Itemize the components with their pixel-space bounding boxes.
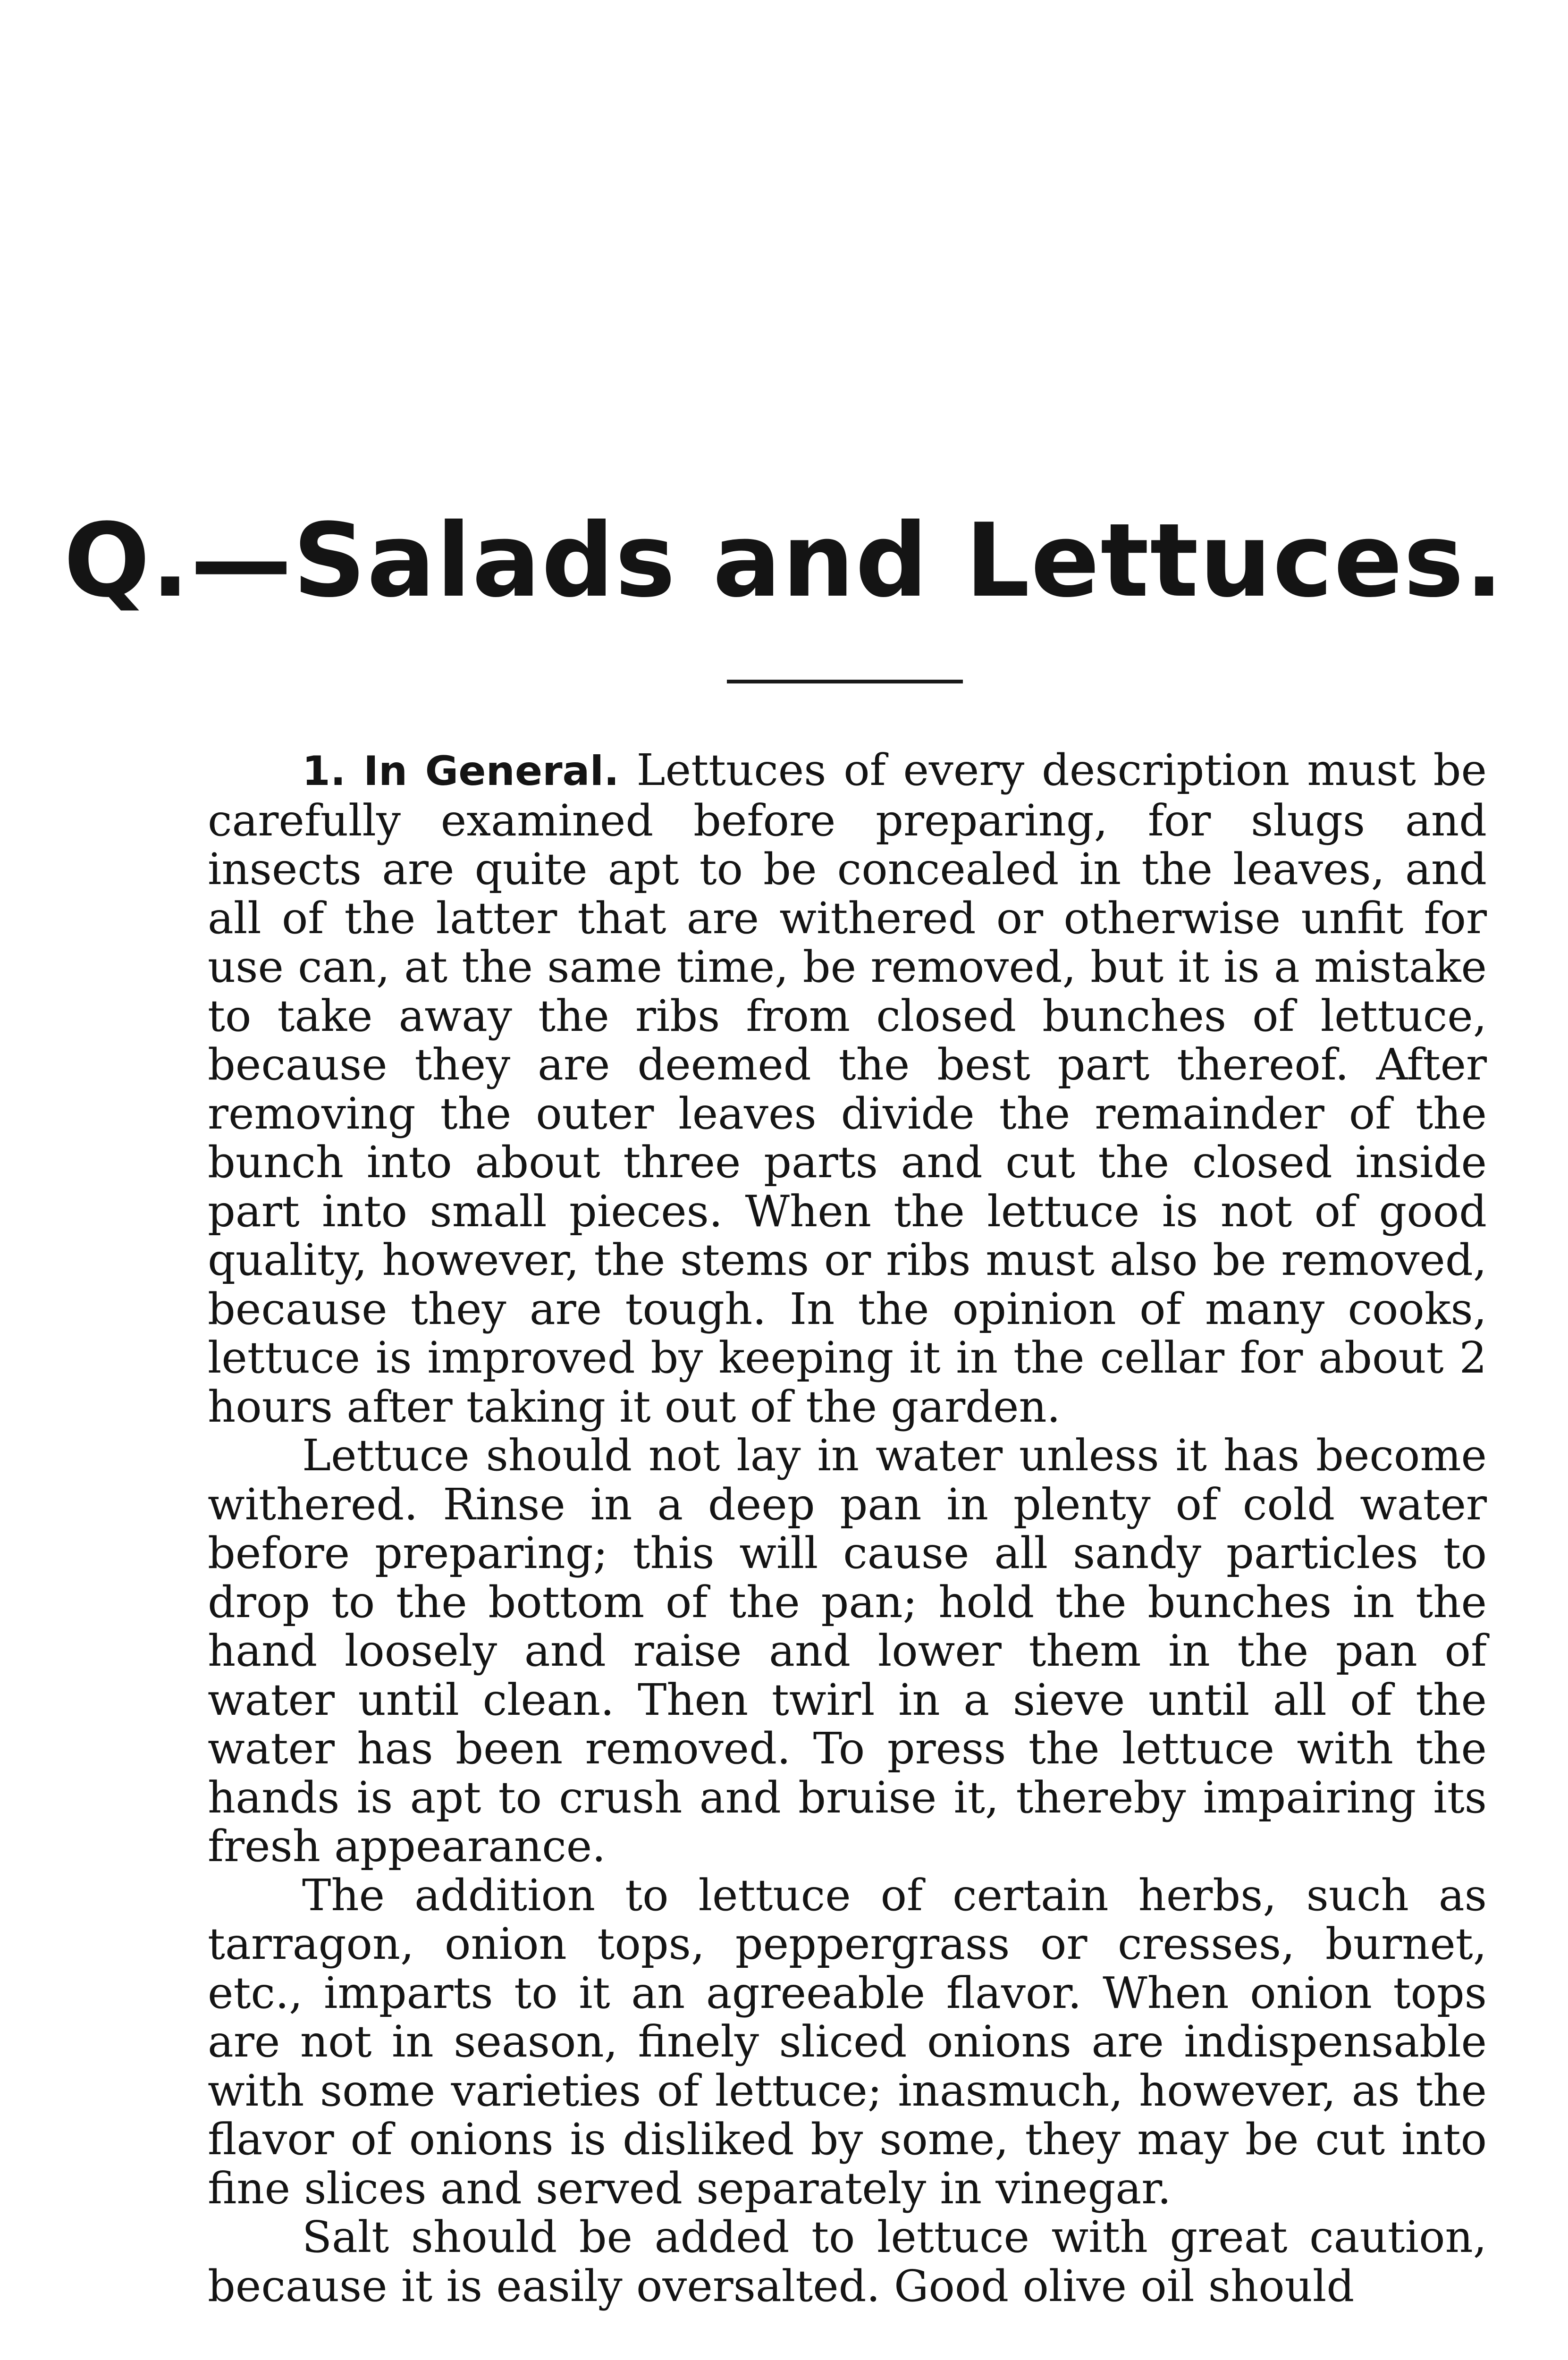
paragraph: The addition to lettuce of certain herbs, such as tarragon, onion tops, peppergrass or cresses, burnet, etc., imparts to it an agreeable flavor. When onion tops are not in season, finely sliced onions are indispensable with some varieties of lettuce; inasmuch, however, as the flavor of onions is disliked by some, they may be cut into fine slices and served separately in vinegar. <box>208 1870 1487 2214</box>
paragraph: Salt should be added to lettuce with great caution, because it is easily oversalted. Good olive oil should <box>208 2212 1487 2311</box>
section-heading: 1. In General. <box>302 748 619 795</box>
chapter-title: Q.—Salads and Lettuces. <box>63 501 1505 620</box>
paragraph: Lettuce should not lay in water unless it has become withered. Rinse in a deep pan in plenty of cold water before preparing; this will cause all sandy particles to drop to the bottom of the pan; hold the bunches in the hand loosely and raise and lower them in the pan of water until clean. Then twirl in a sieve until all of the water has been removed. To press the lettuce with the hands is apt to crush and bruise it, thereby impairing its fresh appearance. <box>208 1430 1487 1871</box>
paragraph-text: Lettuces of every description must be carefully examined before preparing, for slugs and insects are quite apt to be concealed in the leaves, and all of the latter that are withered or otherwise unfit for use can, at the same time, be removed, but it is a mistake to take away the ribs from closed bunches of lettuce, because they are deemed the best part thereof. After removing the outer leaves divide the remainder of the bunch into about three parts and cut the closed inside part into small pieces. When the lettuce is not of good quality, however, the stems or ribs must also be removed, because they are tough. In the opinion of many cooks, lettuce is improved by keeping it in the cellar for about 2 hours after taking it out of the garden. <box>208 745 1487 1432</box>
paragraph <box>208 746 1487 1431</box>
section-body <box>208 746 1487 2310</box>
title-divider <box>727 680 963 683</box>
